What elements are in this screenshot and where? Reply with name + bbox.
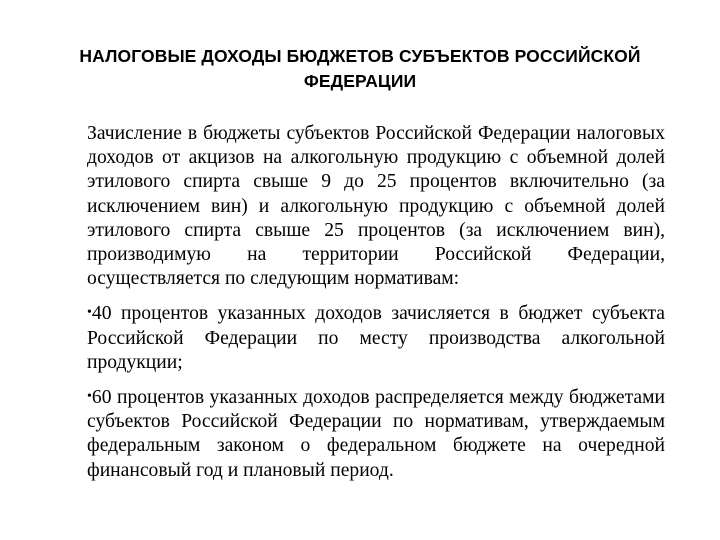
- slide-title: [20, 44, 700, 94]
- bullet-marker: •: [87, 389, 92, 405]
- list-item: [87, 301, 665, 375]
- slide-title-line-2: ФЕДЕРАЦИИ: [303, 71, 417, 91]
- bullet-list: [87, 301, 665, 482]
- slide-title-line-1: НАЛОГОВЫЕ ДОХОДЫ БЮДЖЕТОВ СУБЪЕКТОВ РОССИЙСКОЙ: [79, 46, 641, 66]
- bullet-text: 60 процентов указанных доходов распределяется между бюджетами субъектов Российской Федерации по нормативам, утверждаемым федеральным законом о федеральном бюджете на очередной финансовый год и плановый период.: [87, 387, 665, 481]
- intro-paragraph: Зачисление в бюджеты субъектов Российской Федерации налоговых доходов от акцизов на алкогольную продукцию с объемной долей этилового спирта свыше 9 до 25 процентов включительно (за исключением вин) и алкогольную продукцию с объемной долей этилового спирта свыше 25 процентов (за исключением вин), производимую на территории Российской Федерации, осуществляется по следующим нормативам:: [87, 123, 665, 290]
- bullet-marker: •: [87, 305, 92, 321]
- list-item: [87, 385, 665, 483]
- bullet-text: 40 процентов указанных доходов зачисляется в бюджет субъекта Российской Федерации по месту производства алкогольной продукции;: [87, 303, 665, 373]
- slide-body: [87, 122, 665, 483]
